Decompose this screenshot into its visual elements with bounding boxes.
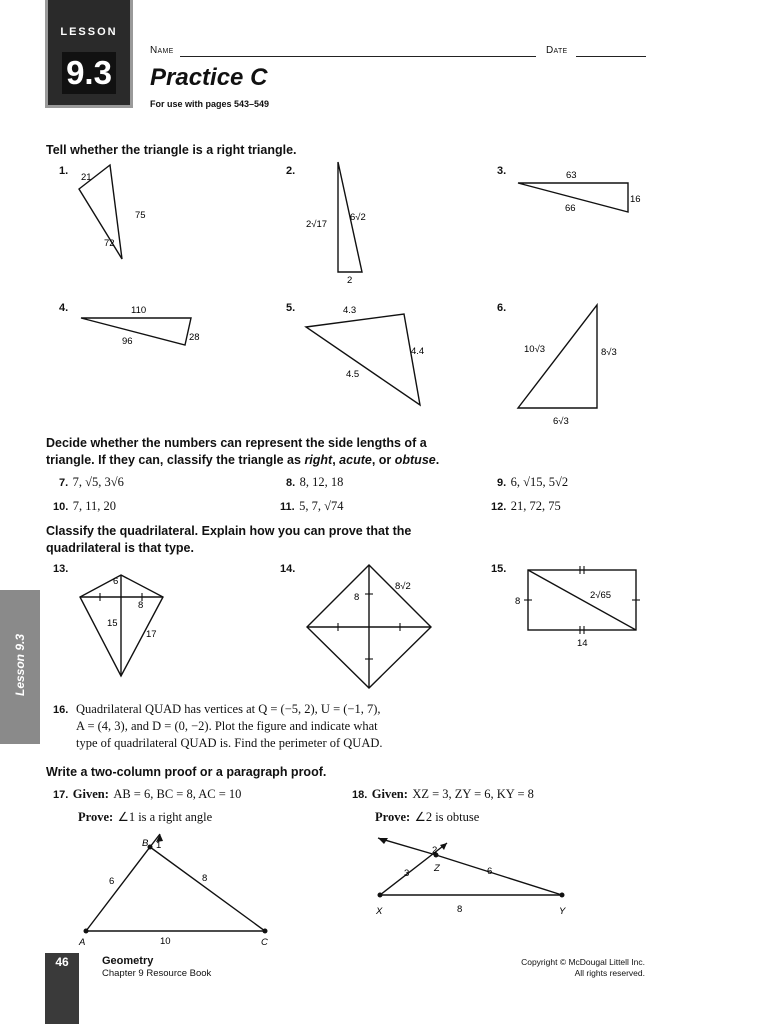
footer-book: Geometry [102,955,154,967]
label-14b: 8√2 [395,581,411,592]
problem-6-number: 6. [497,302,507,314]
page-title: Practice C [150,64,268,91]
label-18-zy: 6 [487,866,493,877]
label-15a: 8 [515,596,521,607]
label-3a: 63 [566,170,577,181]
section2-instruction-line1: Decide whether the numbers can represent the side lengths of a [46,436,427,450]
label-18-angle2: 2 [432,845,438,856]
problem-16-line3: type of quadrilateral QUAD is. Find the perimeter of QUAD. [76,736,383,750]
label-4a: 110 [131,305,147,316]
triangle-4 [81,318,191,345]
problem-1-number: 1. [59,165,69,177]
side-tab-label: Lesson 9.3 [13,633,27,697]
label-18-y: Y [559,906,566,917]
label-6c: 6√3 [553,416,569,427]
label-1a: 21 [81,172,92,183]
label-3c: 66 [565,203,576,214]
label-17-bc: 8 [202,873,208,884]
label-18-z: Z [434,863,440,874]
label-6a: 10√3 [524,344,546,355]
problem-15-number: 15. [491,563,507,575]
problem-12: 12. 21, 72, 75 [491,499,561,513]
problem-16-number: 16. [53,704,69,716]
problem-13-number: 13. [53,563,69,575]
problem-11: 11. 5, 7, √74 [280,499,344,513]
lesson-word: LESSON [60,26,118,38]
label-18-xy: 8 [457,904,463,915]
label-2b: 6√2 [350,212,366,223]
label-1c: 72 [104,238,115,249]
section3-instruction-line2: quadrilateral is that type. [46,541,194,555]
lesson-number: 9.3 [62,52,116,94]
arrow-head-z [440,843,447,850]
label-15b: 2√65 [590,590,612,601]
label-17-angle1: 1 [156,840,162,851]
label-5b: 4.4 [411,346,425,357]
footer-copyright: Copyright © McDougal Littell Inc. [521,957,645,967]
label-18-xz: 3 [404,868,410,879]
label-13a: 6 [113,576,119,587]
ray-yk [378,838,436,855]
label-17-ac: 10 [160,936,171,947]
problem-5-number: 5. [286,302,296,314]
problem-8: 8. 8, 12, 18 [286,475,344,489]
label-15c: 14 [577,638,588,649]
date-label: Date [546,45,568,56]
page-number: 46 [55,955,69,969]
page-subtitle: For use with pages 543–549 [150,99,270,109]
label-3b: 16 [630,194,641,205]
label-2c: 2 [347,275,353,286]
problem-10: 10. 7, 11, 20 [53,499,117,513]
problem-17-given: 17. Given: AB = 6, BC = 8, AC = 10 [53,787,242,801]
label-17-c: C [261,937,268,948]
problem-3-number: 3. [497,165,507,177]
label-5a: 4.3 [343,305,357,316]
problem-7: 7. 7, √5, 3√6 [59,475,124,489]
label-5c: 4.5 [346,369,360,380]
label-1b: 75 [135,210,146,221]
footer-rights: All rights reserved. [574,968,645,978]
side-tab [0,590,40,744]
label-13d: 17 [146,629,157,640]
triangle-6 [518,305,597,408]
section2-instruction-line2: triangle. If they can, classify the triangle as right, acute, or obtuse. [46,453,440,467]
triangle-17 [86,847,265,931]
label-13b: 8 [138,600,144,611]
problem-9: 9. 6, √15, 5√2 [497,475,569,489]
label-18-x: X [376,906,383,917]
problem-18-prove: Prove: ∠2 is obtuse [375,810,480,824]
label-17-a: A [79,937,86,948]
problem-14-number: 14. [280,563,296,575]
label-4b: 96 [122,336,133,347]
section3-instruction-line1: Classify the quadrilateral. Explain how you can prove that the [46,524,412,538]
label-17-b: B [142,838,149,849]
label-2a: 2√17 [306,219,328,230]
section1-instruction: Tell whether the triangle is a right triangle. [46,143,297,157]
label-4c: 28 [189,332,200,343]
problem-17-prove: Prove: ∠1 is a right angle [78,810,213,824]
problem-16-line1: Quadrilateral QUAD has vertices at Q = (−5, 2), U = (−1, 7), [76,702,381,716]
problem-2-number: 2. [286,165,296,177]
problem-16-line2: A = (4, 3), and D = (0, −2). Plot the figure and indicate what [76,719,378,733]
section4-instruction: Write a two-column proof or a paragraph proof. [46,765,327,779]
label-17-ab: 6 [109,876,115,887]
label-6b: 8√3 [601,347,617,358]
name-label: Name [150,45,174,56]
label-14a: 8 [354,592,360,603]
triangle-5 [306,314,420,405]
footer-chapter: Chapter 9 Resource Book [102,968,212,979]
problem-18-given: 18. Given: XZ = 3, ZY = 6, KY = 8 [352,787,534,801]
problem-4-number: 4. [59,302,69,314]
label-13c: 15 [107,618,118,629]
